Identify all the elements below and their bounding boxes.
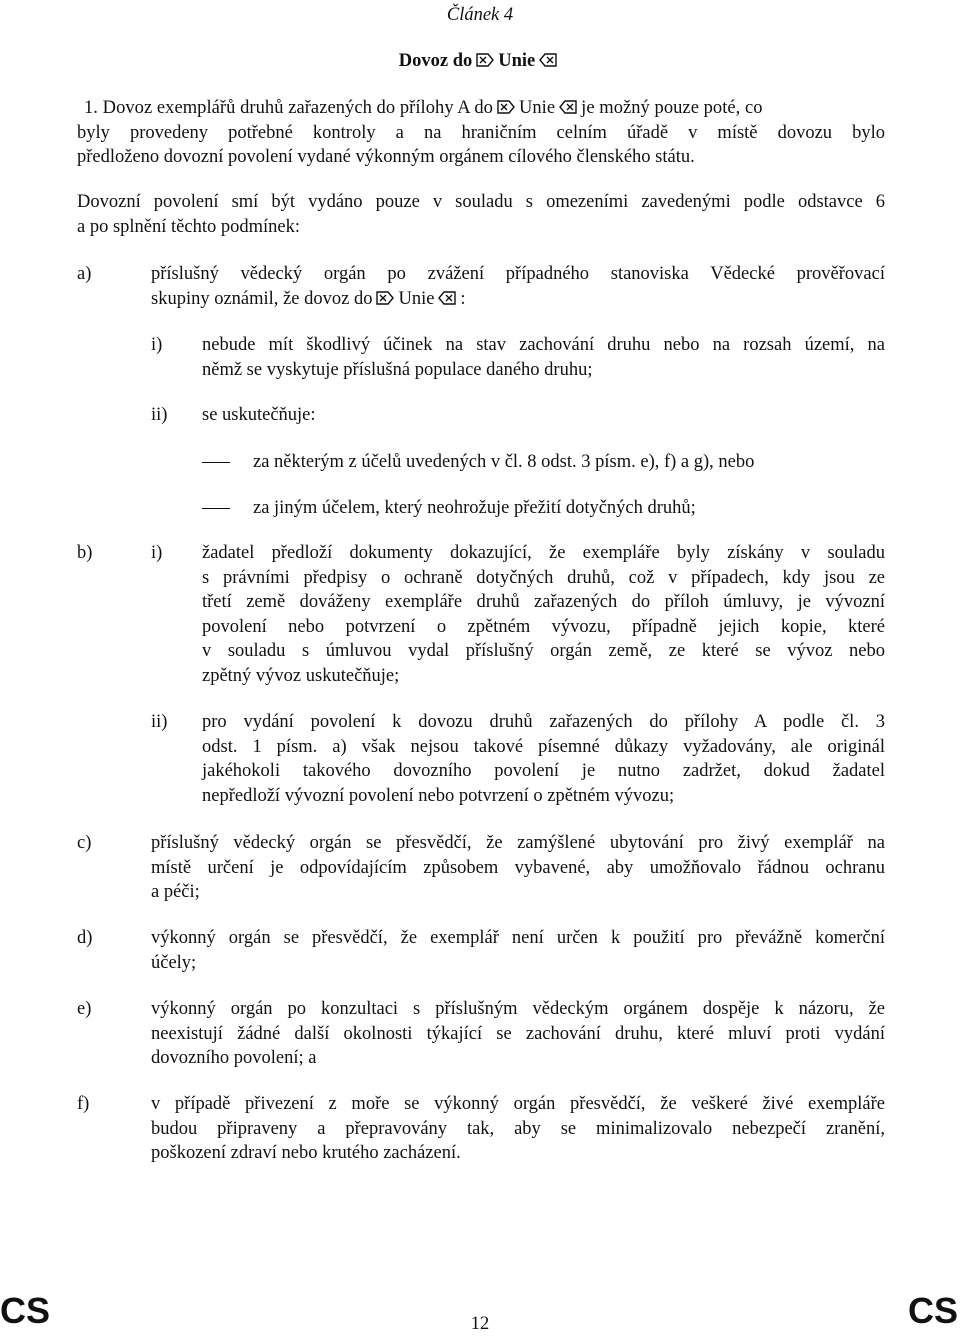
item-a-i-line-1: nebude mít škodlivý účinek na stav zachování druhu nebo na rozsah území, na [202, 335, 885, 355]
item-a-line-2-text-c: : [460, 288, 466, 309]
article-title-post: Unie [498, 51, 536, 71]
paragraph-1-line-3: předloženo dovozní povolení vydané výkonným orgánem cílového členského státu. [77, 147, 695, 167]
paragraph-1-line-1 [77, 96, 885, 121]
paragraph-1-text-b: Unie [518, 98, 556, 118]
item-a-line-1: příslušný vědecký orgán po zvážení případného stanoviska Vědecké prověřovací [151, 264, 885, 284]
item-d-line: výkonný orgán se přesvědčí, že exemplář není určen k použití pro převážně komerční [151, 928, 885, 948]
paragraph-1-text-a: Dovoz exemplářů druhů zařazených do přílohy A do [102, 98, 493, 118]
item-a-dash-2: za jiným účelem, který neohrožuje přežití dotyčných druhů; [253, 498, 696, 518]
paragraph-1-text-c: je možný pouze poté, co [581, 98, 763, 118]
item-f-line: budou připraveny a přepravovány tak, aby se minimalizovalo nebezpečí zranění, [151, 1118, 885, 1139]
insert-start-icon [476, 53, 494, 67]
item-a-i-line-2: němž se vyskytuje příslušná populace daného druhu; [202, 359, 593, 380]
item-b-ii-line: nepředloží vývozní povolení nebo potvrzení o zpětném vývozu; [202, 785, 675, 806]
insert-start-icon [497, 100, 515, 114]
paragraph-1 [77, 96, 885, 170]
item-a-i-text [202, 333, 885, 382]
item-d-label: d) [77, 928, 93, 948]
item-a-text [151, 262, 885, 311]
item-f-line: poškození zdraví nebo krutého zacházení. [151, 1143, 461, 1163]
insert-start-icon [376, 291, 394, 305]
item-b-i-line: zpětný vývoz uskutečňuje; [202, 665, 400, 686]
item-b-i-line: třetí země dováženy exempláře druhů zařazených do příloh úmluvy, je vývozní [202, 592, 885, 612]
item-a-line-2-text-b: Unie [398, 288, 435, 309]
insert-end-icon [559, 100, 577, 114]
insert-end-icon [539, 53, 557, 67]
item-a-i-label: i) [151, 335, 163, 355]
item-b-i-text [202, 541, 885, 688]
dash-marker [202, 508, 230, 509]
item-b-i-line: s právními předpisy o ochraně dotyčných druhů, což v případech, kdy jsou ze [202, 567, 885, 588]
article-title-pre: Dovoz do [398, 51, 473, 71]
item-b-i-label: i) [151, 543, 163, 563]
paragraph-2-line-1: Dovozní povolení smí být vydáno pouze v souladu s omezeními zavedenými podle odstavce 6 [77, 192, 885, 212]
insert-end-icon [438, 291, 456, 305]
footer-language-left: CS [0, 1290, 51, 1331]
article-title [0, 49, 960, 74]
paragraph-2 [77, 190, 885, 239]
item-e-label: e) [77, 999, 92, 1019]
item-b-ii-text [202, 710, 885, 808]
item-c-text [151, 831, 885, 905]
article-number: Článek 4 [446, 5, 514, 25]
item-b-ii-label: ii) [151, 712, 168, 732]
footer-language-right: CS [907, 1290, 958, 1331]
item-a-ii-text: se uskutečňuje: [202, 405, 316, 425]
dash-marker [202, 462, 230, 463]
page-number: 12 [470, 1314, 490, 1334]
item-c-line: místě určení je odpovídajícím způsobem vybavené, aby umožňovalo řádnou ochranu [151, 857, 885, 878]
item-a-line-2 [151, 287, 885, 312]
item-a-line-2-text-a: skupiny oznámil, že dovoz do [151, 288, 373, 309]
item-f-line: v případě přivezení z moře se výkonný orgán přesvědčí, že veškeré živé exempláře [151, 1094, 885, 1114]
item-b-ii-line: pro vydání povolení k dovozu druhů zařazených do přílohy A podle čl. 3 [202, 712, 885, 732]
item-b-ii-line: odst. 1 písm. a) však nejsou takové písemné důkazy vyžadovány, ale originál [202, 736, 885, 757]
item-e-line: neexistují žádné další okolnosti týkající se zachování druhu, které mluví proti vydání [151, 1023, 885, 1044]
item-f-label: f) [77, 1094, 90, 1114]
item-b-i-line: povolení nebo potvrzení o zpětném vývozu, případně jejich kopie, které [202, 616, 885, 637]
item-e-line: dovozního povolení; a [151, 1048, 317, 1068]
item-a-ii-label: ii) [151, 405, 168, 425]
paragraph-2-line-2: a po splnění těchto podmínek: [77, 216, 300, 237]
item-d-line: účely; [151, 952, 197, 973]
item-c-line: příslušný vědecký orgán se přesvědčí, že zamýšlené ubytování pro živý exemplář na [151, 833, 885, 853]
item-b-label: b) [77, 543, 93, 563]
item-a-dash-1: za některým z účelů uvedených v čl. 8 odst. 3 písm. e), f) a g), nebo [253, 452, 755, 472]
item-f-text [151, 1092, 885, 1166]
item-c-line: a péči; [151, 882, 200, 902]
item-e-text [151, 997, 885, 1071]
paragraph-1-line-2: byly provedeny potřebné kontroly a na hraničním celním úřadě v místě dovozu bylo [77, 122, 885, 143]
item-b-i-line: žadatel předloží dokumenty dokazující, že exempláře byly získány v souladu [202, 543, 885, 563]
item-b-i-line: v souladu s úmluvou vydal příslušný orgán země, ze které se vývoz nebo [202, 641, 885, 661]
item-a-label: a) [77, 264, 92, 284]
item-c-label: c) [77, 833, 92, 853]
item-b-ii-line: jakéhokoli takového dovozního povolení je nutno zadržet, dokud žadatel [202, 761, 885, 781]
paragraph-1-number: 1. [84, 98, 98, 118]
item-d-text [151, 926, 885, 975]
item-e-line: výkonný orgán po konzultaci s příslušným vědeckým orgánem dospěje k názoru, že [151, 999, 885, 1019]
